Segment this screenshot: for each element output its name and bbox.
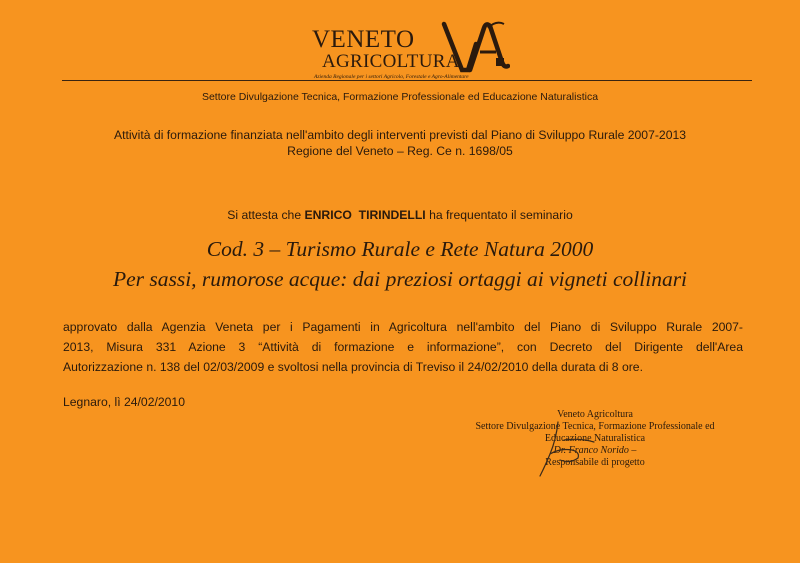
logo-tagline: Azienda Regionale per i settori Agricolo, Forestale e Agro-Alimentare bbox=[314, 74, 469, 80]
logo-va-mark-icon bbox=[440, 18, 510, 74]
signatory-org: Veneto Agricoltura bbox=[557, 409, 633, 420]
place-date: Legnaro, lì 24/02/2010 bbox=[63, 395, 185, 409]
logo-word-agricoltura: AGRICOLTURA bbox=[322, 51, 460, 72]
attestation-suffix: ha frequentato il seminario bbox=[429, 208, 573, 222]
veneto-agricoltura-logo bbox=[300, 18, 520, 80]
header-divider bbox=[62, 80, 752, 81]
funding-line-2: Regione del Veneto – Reg. Ce n. 1698/05 bbox=[287, 144, 513, 158]
seminar-subtitle: Per sassi, rumorose acque: dai preziosi ortaggi ai vigneti collinari bbox=[112, 267, 688, 291]
approval-paragraph bbox=[63, 317, 743, 377]
logo-word-veneto: VENETO bbox=[312, 26, 415, 53]
handwritten-signature-icon bbox=[520, 420, 610, 480]
approval-line-2: 2013, Misura 331 Azione 3 “Attività di formazione e informazione”, con Decreto del Dirigente dell'Area bbox=[63, 340, 743, 354]
approval-line-3: Autorizzazione n. 138 del 02/03/2009 e svoltosi nella provincia di Treviso il 24/02/2010 della durata di 8 ore. bbox=[63, 360, 643, 374]
seminar-code-title: Cod. 3 – Turismo Rurale e Rete Natura 2000 bbox=[206, 237, 594, 261]
signatory-name: Dr. Franco Norido – bbox=[553, 445, 637, 456]
signatory-role: Responsabile di progetto bbox=[545, 457, 645, 468]
signatory-dept-2: Educazione Naturalistica bbox=[544, 433, 646, 444]
department-header: Settore Divulgazione Tecnica, Formazione Professionale ed Educazione Naturalistica bbox=[201, 91, 599, 103]
funding-line-1: Attività di formazione finanziata nell'ambito degli interventi previsti dal Piano di Sviluppo Rurale 2007-2013 bbox=[113, 128, 687, 142]
approval-line-1: approvato dalla Agenzia Veneta per i Pagamenti in Agricoltura nell'ambito del Piano di Sviluppo Rurale 2007- bbox=[63, 320, 743, 334]
attestation-line bbox=[0, 208, 800, 222]
signatory-dept-1: Settore Divulgazione Tecnica, Formazione Professionale ed bbox=[475, 421, 715, 432]
participant-name: ENRICO TIRINDELLI bbox=[304, 208, 426, 222]
attestation-prefix: Si attesta che bbox=[227, 208, 302, 222]
